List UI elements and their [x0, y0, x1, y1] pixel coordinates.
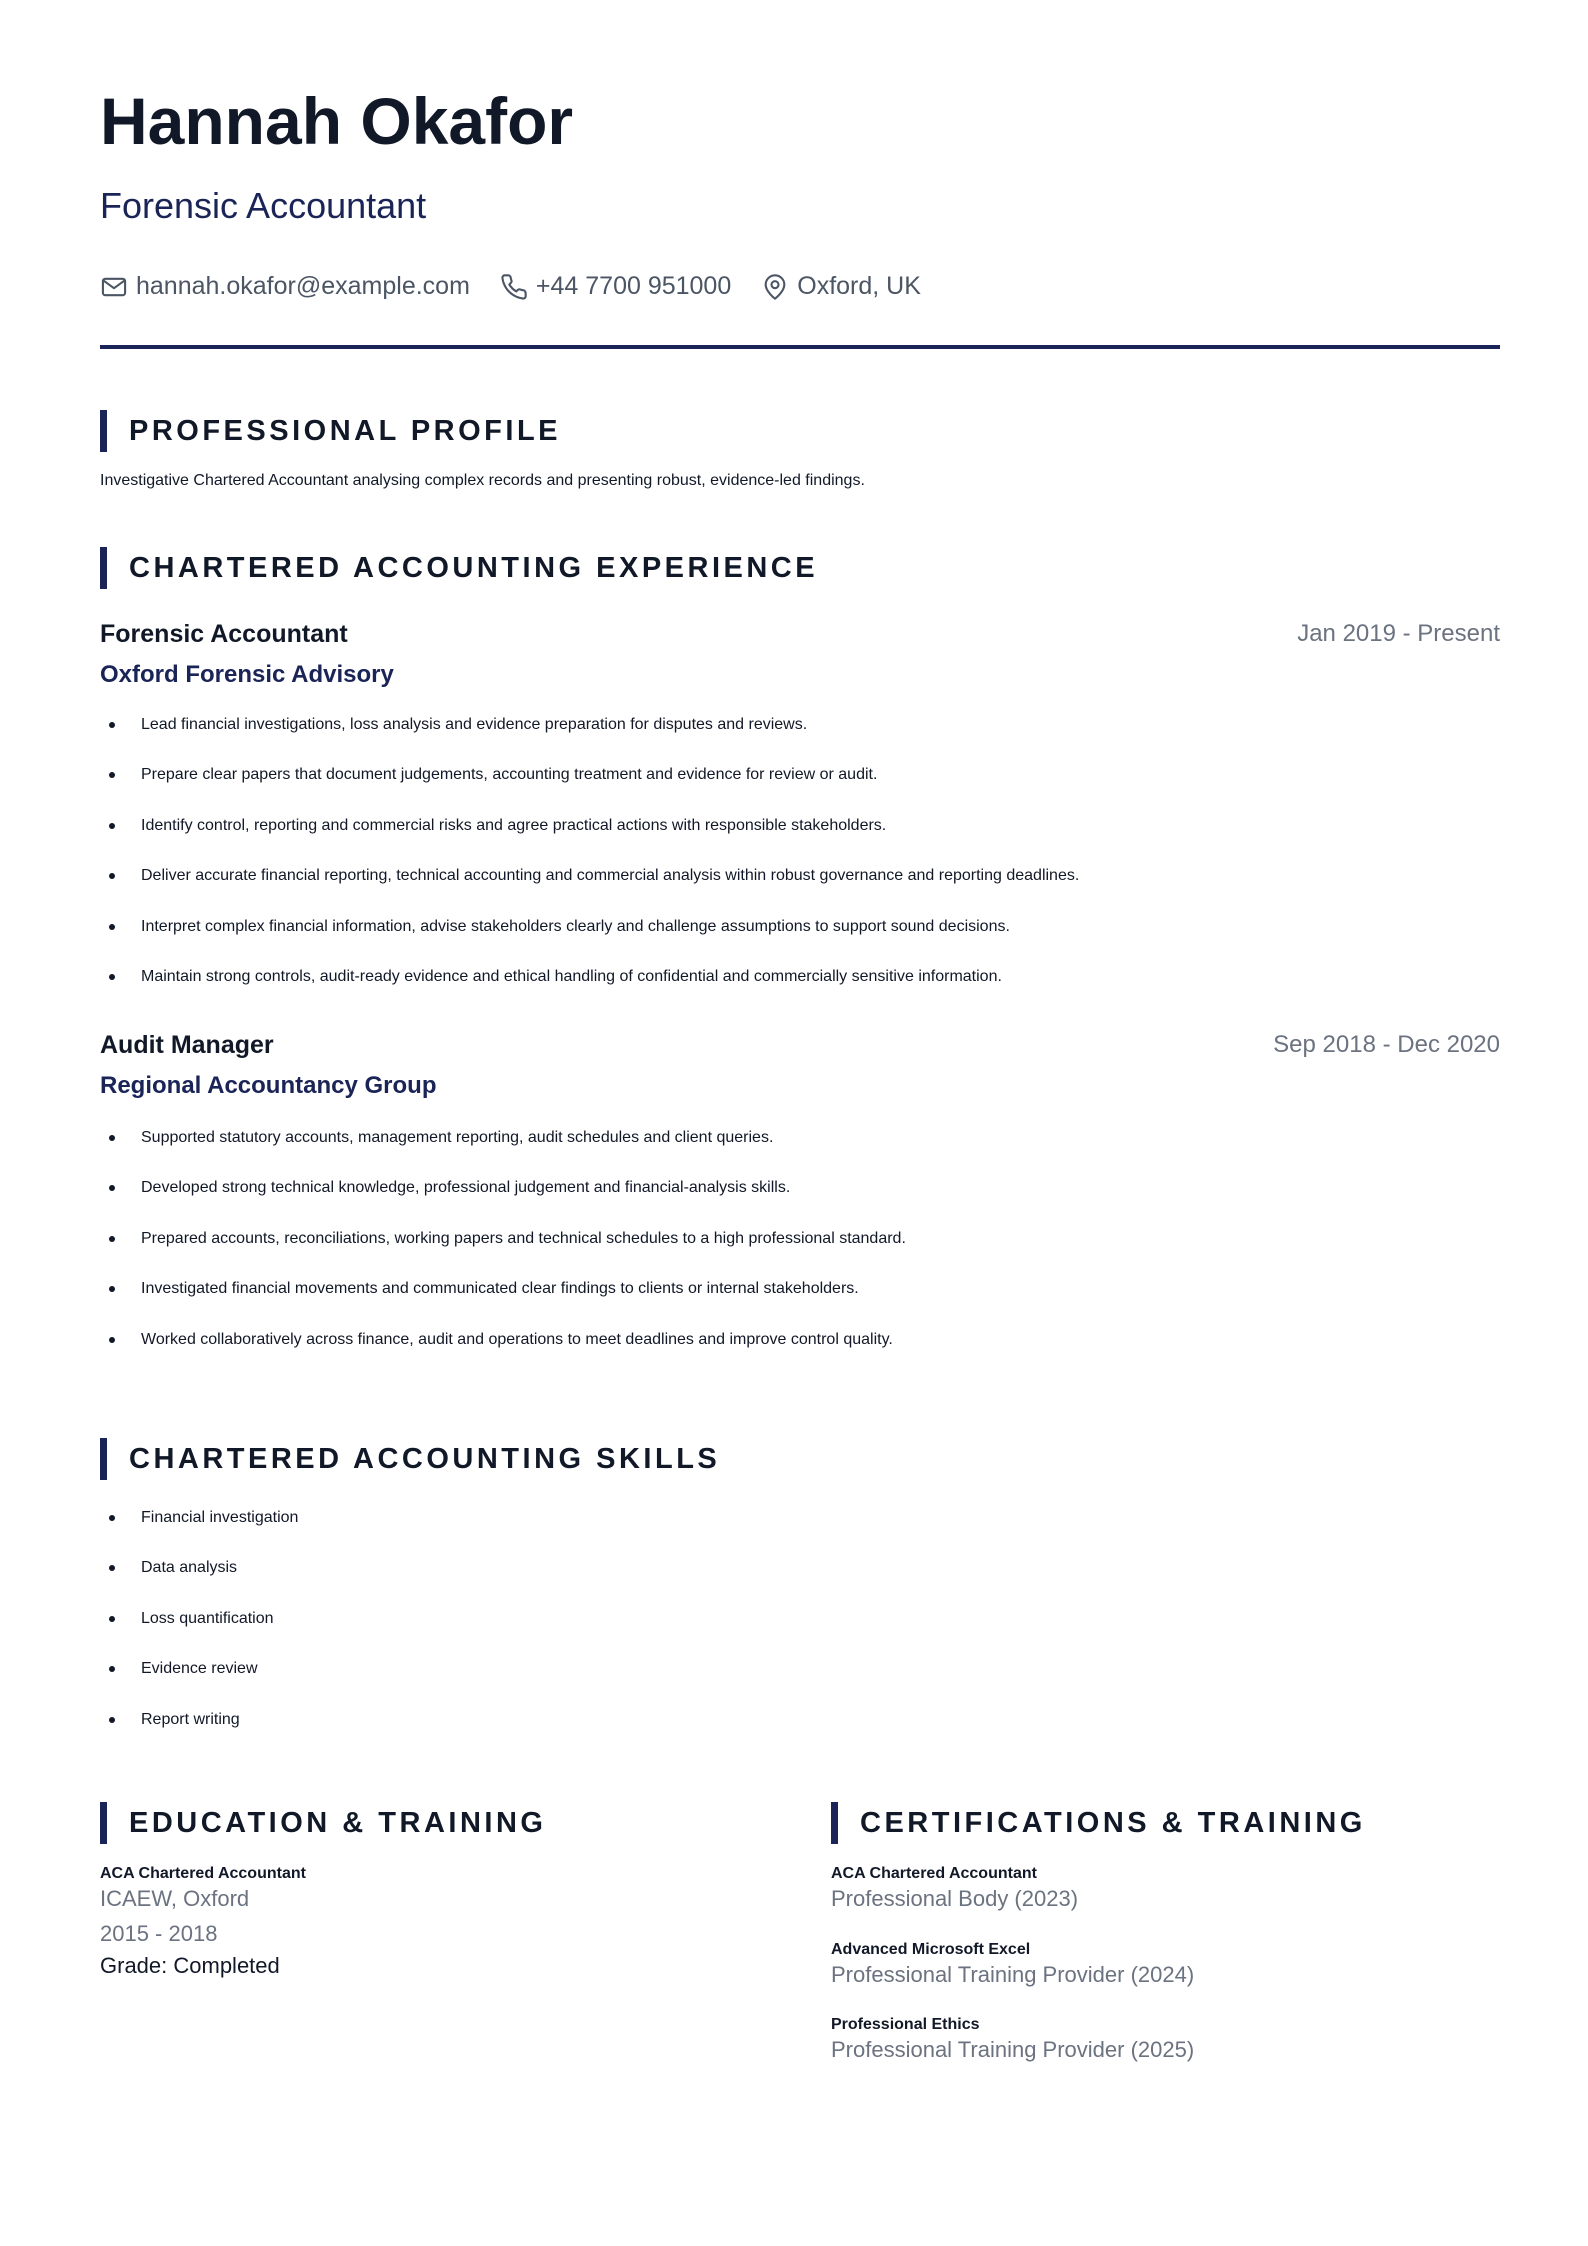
bullet-item: Prepared accounts, reconciliations, working papers and technical schedules to a high professional standard.: [100, 1229, 906, 1279]
skill-item: Report writing: [100, 1710, 298, 1760]
header-divider: [100, 345, 1500, 349]
contact-location: [761, 272, 921, 301]
section-accent-bar: [100, 1438, 107, 1480]
job-dates: Jan 2019 - Present: [1297, 620, 1500, 647]
bullet-item: Investigated financial movements and communicated clear findings to clients or internal stakeholders.: [100, 1279, 906, 1329]
bullet-item: Prepare clear papers that document judgements, accounting treatment and evidence for review or audit.: [100, 765, 1079, 815]
phone-icon: [500, 273, 528, 301]
contact-row: [100, 272, 951, 301]
certification-provider: Professional Body (2023): [831, 1886, 1079, 1911]
map-pin-icon: [761, 273, 789, 301]
candidate-name: Hannah Okafor: [100, 84, 574, 158]
mail-icon: [100, 273, 128, 301]
job-dates: Sep 2018 - Dec 2020: [1273, 1031, 1500, 1058]
bullet-item: Deliver accurate financial reporting, technical accounting and commercial analysis within robust governance and reporting deadlines.: [100, 866, 1079, 916]
phone-text: +44 7700 951000: [535, 272, 732, 300]
section-title: CERTIFICATIONS & TRAINING: [860, 1806, 1366, 1839]
job-title: Audit Manager: [100, 1031, 274, 1059]
section-title: CHARTERED ACCOUNTING SKILLS: [129, 1442, 721, 1475]
bullet-item: Identify control, reporting and commercial risks and agree practical actions with responsible stakeholders.: [100, 816, 1079, 866]
certification-item: [831, 2015, 1194, 2065]
job-bullets: [100, 715, 1079, 1017]
section-title: CHARTERED ACCOUNTING EXPERIENCE: [129, 551, 819, 584]
location-text: Oxford, UK: [797, 272, 921, 300]
section-title: PROFESSIONAL PROFILE: [129, 414, 562, 447]
section-accent-bar: [100, 410, 107, 452]
candidate-role: Forensic Accountant: [100, 185, 427, 226]
section-profile-heading: [100, 410, 561, 452]
contact-phone[interactable]: [500, 272, 731, 301]
job-company: Regional Accountancy Group: [100, 1072, 437, 1099]
skill-item: Loss quantification: [100, 1609, 298, 1659]
bullet-item: Lead financial investigations, loss analysis and evidence preparation for disputes and reviews.: [100, 715, 1079, 765]
certification-item: [831, 1940, 1194, 1990]
job-title: Forensic Accountant: [100, 620, 348, 648]
section-experience-heading: [100, 547, 818, 589]
bullet-item: Maintain strong controls, audit-ready evidence and ethical handling of confidential and commercially sensitive information.: [100, 967, 1079, 1017]
section-title: EDUCATION & TRAINING: [129, 1806, 547, 1839]
section-skills-heading: [100, 1438, 720, 1480]
skills-list: [100, 1508, 298, 1760]
education-title: ACA Chartered Accountant: [100, 1865, 306, 1882]
bullet-item: Developed strong technical knowledge, professional judgement and financial-analysis skills.: [100, 1178, 906, 1228]
job-bullets: [100, 1128, 906, 1380]
bullet-item: Interpret complex financial information, advise stakeholders clearly and challenge assumptions to support sound decisions.: [100, 917, 1079, 967]
section-education-heading: [100, 1802, 546, 1844]
profile-summary: Investigative Chartered Accountant analysing complex records and presenting robust, evidence-led findings.: [100, 472, 865, 489]
certification-title: Professional Ethics: [831, 2016, 980, 2033]
section-accent-bar: [831, 1802, 838, 1844]
contact-email[interactable]: [100, 272, 470, 301]
certification-title: Advanced Microsoft Excel: [831, 1941, 1031, 1958]
certification-item: [831, 1864, 1078, 1914]
bullet-item: Worked collaboratively across finance, audit and operations to meet deadlines and improve control quality.: [100, 1330, 906, 1380]
section-accent-bar: [100, 1802, 107, 1844]
bullet-item: Supported statutory accounts, management reporting, audit schedules and client queries.: [100, 1128, 906, 1178]
skill-item: Evidence review: [100, 1659, 298, 1709]
email-text: hannah.okafor@example.com: [136, 272, 470, 300]
education-institution: ICAEW, Oxford: [100, 1886, 250, 1911]
section-certifications-heading: [831, 1802, 1366, 1844]
certification-provider: Professional Training Provider (2024): [831, 1962, 1195, 1987]
education-item: [100, 1864, 306, 1983]
education-years: 2015 - 2018: [100, 1921, 218, 1946]
certification-provider: Professional Training Provider (2025): [831, 2037, 1195, 2062]
certification-title: ACA Chartered Accountant: [831, 1865, 1037, 1882]
skill-item: Data analysis: [100, 1558, 298, 1608]
skill-item: Financial investigation: [100, 1508, 298, 1558]
education-grade: Grade: Completed: [100, 1953, 280, 1978]
job-company: Oxford Forensic Advisory: [100, 661, 394, 688]
section-accent-bar: [100, 547, 107, 589]
